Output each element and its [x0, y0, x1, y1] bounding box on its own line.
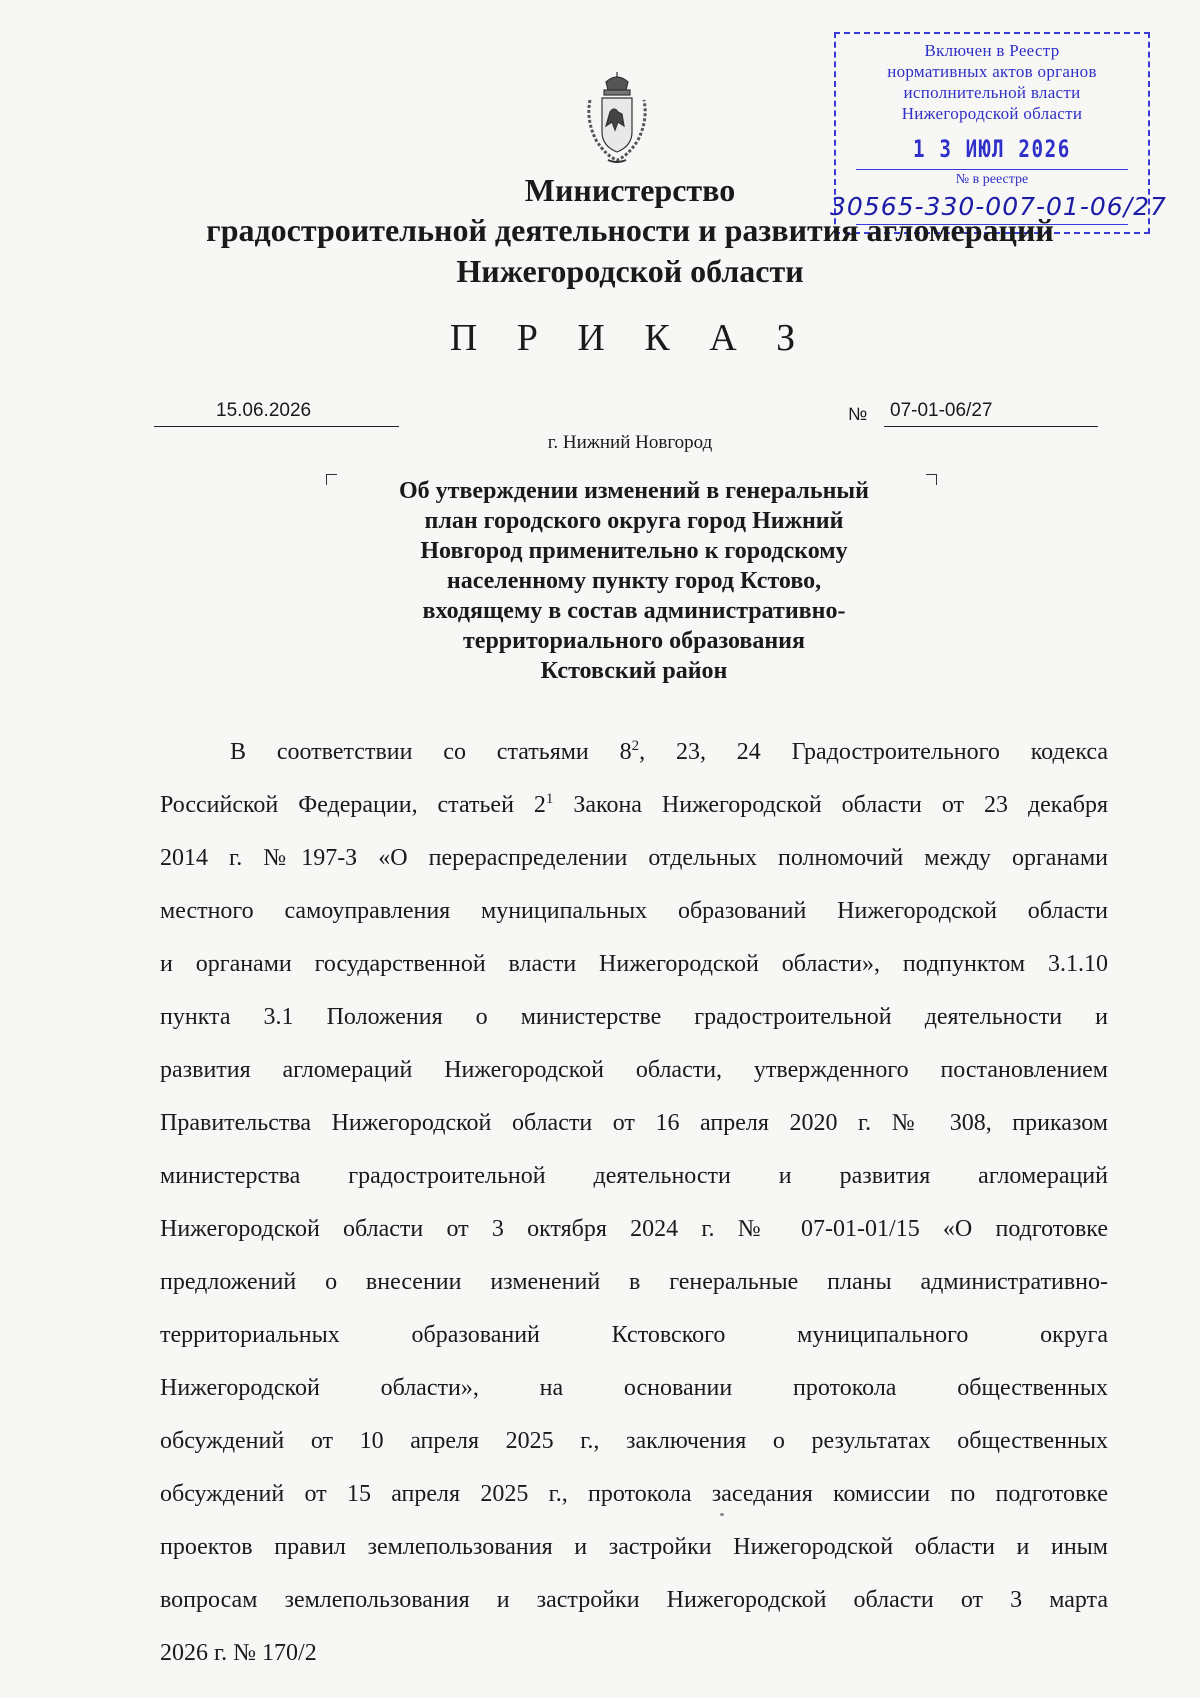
stamp-registry-label: № в реестре	[955, 172, 1029, 187]
stamp-text-line: исполнительной власти	[903, 83, 1081, 102]
body-line: пункта 3.1 Положения о министерстве градостроительной деятельности и	[160, 1004, 1108, 1030]
body-line: территориальных образований Кстовского муниципального округа	[160, 1322, 1108, 1348]
stamp-text-line: Включен в Реестр	[924, 41, 1060, 60]
body-line: Нижегородской области от 3 октября 2024 г. № 07-01-01/15 «О подготовке	[160, 1216, 1108, 1242]
body-line: проектов правил землепользования и застройки Нижегородской области и иным	[160, 1534, 1108, 1560]
ministry-title: Министерство	[524, 172, 736, 208]
body-line: обсуждений от 10 апреля 2025 г., заключения о результатах общественных	[160, 1428, 1108, 1454]
body-line: предложений о внесении изменений в генеральные планы административно-	[160, 1269, 1108, 1295]
body-text: В соответствии со статьями 8	[230, 739, 632, 765]
stamp-registry-number: 30565-330-007-01-06/27	[830, 192, 1167, 221]
ministry-title: Нижегородской области	[456, 253, 804, 289]
document-type: П Р И К А З	[449, 317, 811, 359]
body-line: Нижегородской области», на основании протокола общественных	[160, 1375, 1108, 1401]
document-city: г. Нижний Новгород	[547, 432, 713, 453]
document-date-field	[154, 400, 399, 427]
scan-speck	[720, 1513, 724, 1516]
body-text: , 23, 24 Градостроительного кодекса	[639, 739, 1108, 765]
coat-of-arms-icon	[582, 70, 652, 168]
title-corner-mark	[326, 474, 337, 485]
body-line: вопросам землепользования и застройки Нижегородской области от 3 марта	[160, 1587, 1108, 1613]
body-line: обсуждений от 15 апреля 2025 г., протокола заседания комиссии по подготовке	[160, 1481, 1108, 1507]
body-text: Российской Федерации, статьей 2	[160, 792, 546, 818]
document-number: 07-01-06/27	[890, 400, 993, 421]
body-line: министерства градостроительной деятельности и развития агломераций	[160, 1163, 1108, 1189]
title-line: Новгород применительно к городскому	[420, 538, 848, 564]
title-line: входящему в состав административно-	[422, 598, 846, 624]
stamp-text-line: Нижегородской области	[901, 104, 1083, 123]
stamp-text-line: нормативных актов органов	[887, 62, 1097, 81]
document-number-field	[884, 400, 1098, 427]
document-date: 15.06.2026	[216, 400, 312, 421]
body-line: и органами государственной власти Нижегородской области», подпунктом 3.1.10	[160, 951, 1108, 977]
title-line: территориального образования	[463, 628, 805, 654]
body-line	[160, 779, 1108, 832]
stamp-date: 1 3 ИЮЛ 2026	[913, 135, 1071, 163]
body-line: 2014 г. №197-З «О перераспределении отдельных полномочий между органами	[160, 845, 1108, 871]
document-title	[340, 476, 928, 686]
title-line: Об утверждении изменений в генеральный	[399, 478, 869, 504]
ministry-title: градостроительной деятельности и развития агломераций	[206, 212, 1054, 248]
body-line: развития агломераций Нижегородской области, утвержденного постановлением	[160, 1057, 1108, 1083]
title-line: план городского округа город Нижний	[424, 508, 844, 534]
superscript: 1	[545, 791, 554, 807]
number-sign: №	[848, 404, 868, 424]
title-line: Кстовский район	[540, 658, 728, 684]
body-line: 2026 г. № 170/2	[160, 1640, 317, 1666]
document-body	[160, 726, 1108, 1680]
title-line: населенному пункту город Кстово,	[446, 568, 822, 594]
body-line: Правительства Нижегородской области от 16 апреля 2020 г. № 308, приказом	[160, 1110, 1108, 1136]
body-line: местного самоуправления муниципальных образований Нижегородской области	[160, 898, 1108, 924]
body-text: Закона Нижегородской области от 23 декабря	[553, 792, 1109, 818]
superscript: 2	[631, 738, 640, 754]
body-line	[160, 726, 1108, 779]
